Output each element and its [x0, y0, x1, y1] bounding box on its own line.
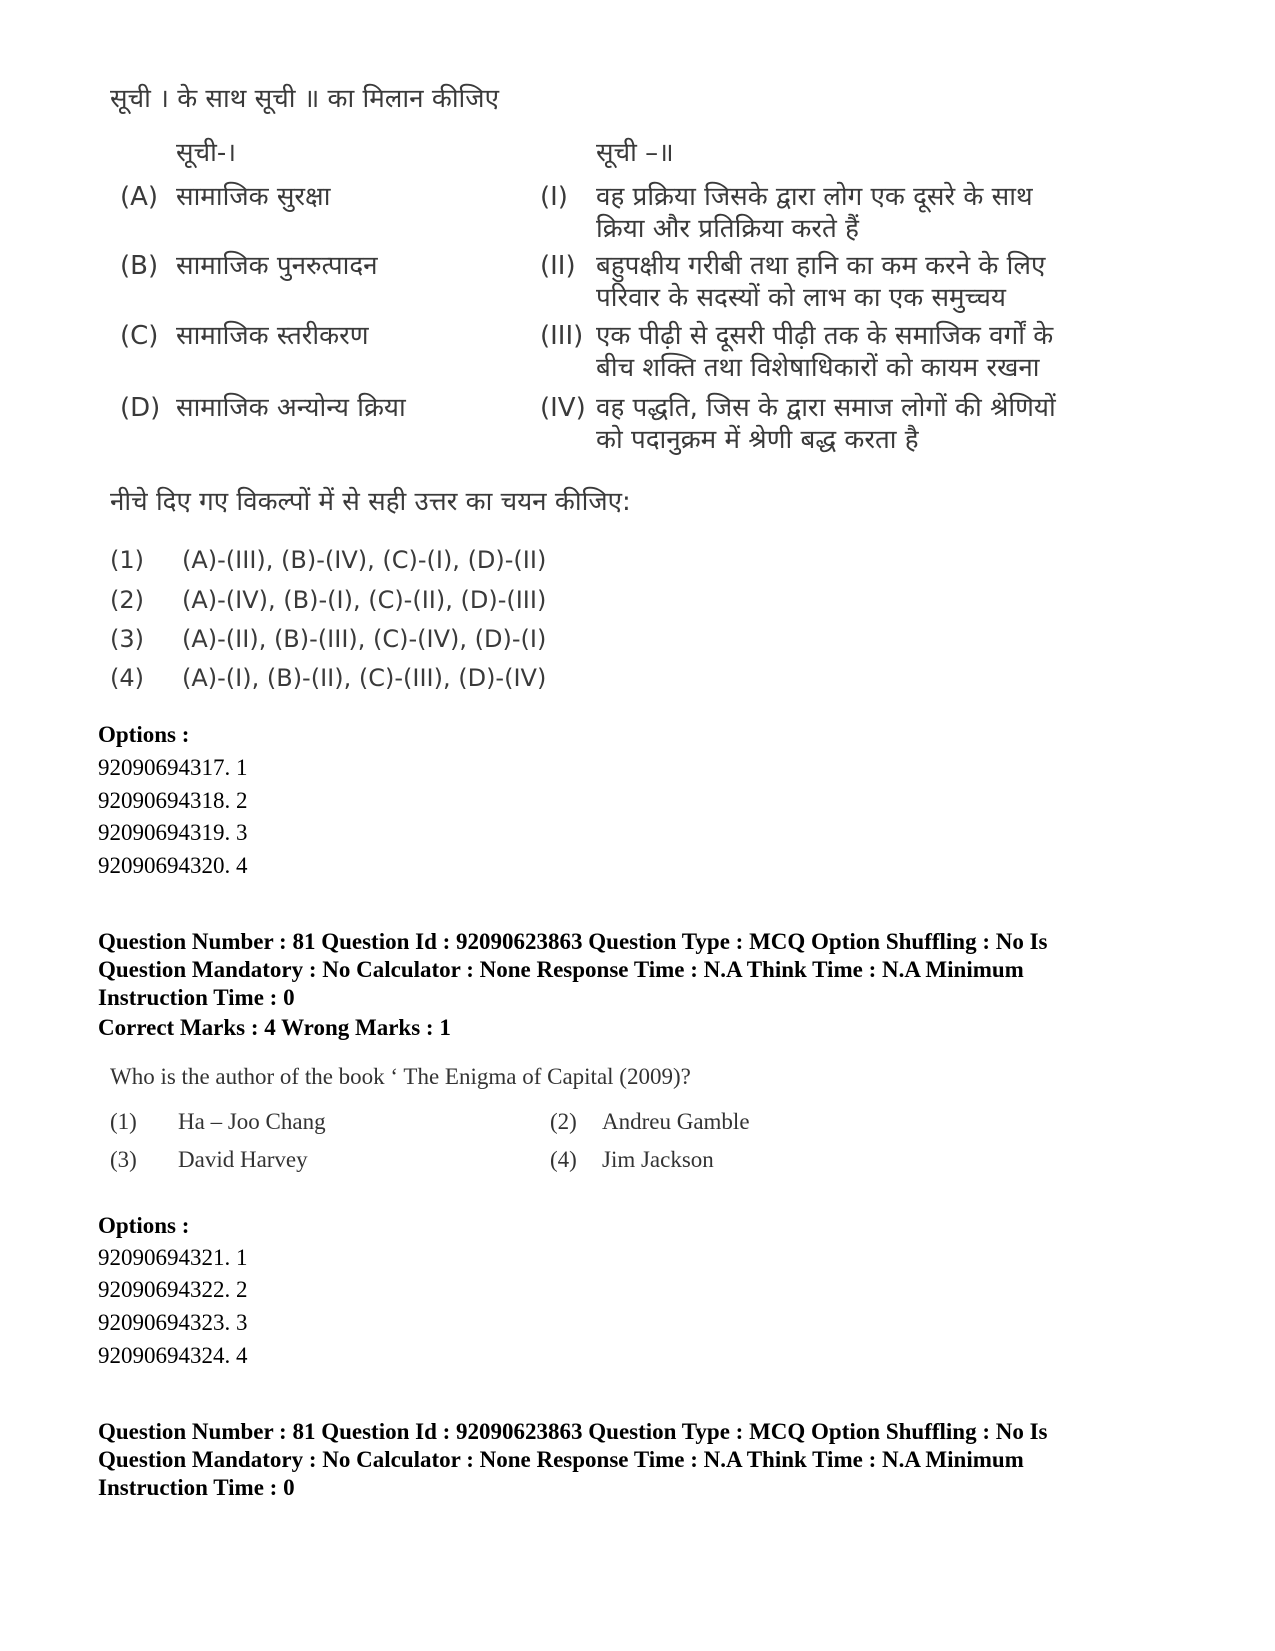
choice-text: Ha – Joo Chang: [178, 1109, 326, 1134]
question-meta-line: Question Number : 81 Question Id : 92090623863 Question Type : MCQ Option Shuffling : No Is: [98, 929, 1048, 954]
list-2-item-line1: एक पीढ़ी से दूसरी पीढ़ी तक के समाजिक वर्गों के: [596, 321, 1054, 351]
list-1-item: सामाजिक स्तरीकरण: [176, 321, 369, 351]
choice-number: (3): [110, 1147, 137, 1172]
match-instruction: सूची । के साथ सूची ॥ का मिलान कीजिए: [110, 84, 499, 114]
option-id: 92090694323. 3: [98, 1310, 248, 1335]
question-meta-line: Question Mandatory : No Calculator : None Response Time : N.A Think Time : N.A Minimum: [98, 1447, 1024, 1472]
list-1-header: सूची-।: [176, 138, 237, 168]
question-meta-line: Instruction Time : 0: [98, 1475, 295, 1500]
list-2-header: सूची –॥: [596, 138, 674, 168]
choice-number: (2): [550, 1109, 577, 1134]
choice-text: David Harvey: [178, 1147, 308, 1172]
question-meta: [98, 1418, 1198, 1502]
list-2-key: (II): [540, 251, 576, 281]
list-1-item: सामाजिक अन्योन्य क्रिया: [176, 393, 406, 423]
option-id: 92090694322. 2: [98, 1277, 248, 1302]
option-id: 92090694319. 3: [98, 820, 248, 845]
list-2-item-line1: बहुपक्षीय गरीबी तथा हानि का कम करने के लिए: [596, 251, 1046, 281]
list-2-item-line2: परिवार के सदस्यों को लाभ का एक समुच्चय: [596, 283, 1006, 313]
question-meta: [98, 928, 1198, 1012]
choose-instruction: नीचे दिए गए विकल्पों में से सही उत्तर का चयन कीजिए:: [110, 487, 631, 517]
choice-number: (3): [110, 625, 144, 653]
list-2-item-line2: बीच शक्ति तथा विशेषाधिकारों को कायम रखना: [596, 353, 1040, 383]
choice-number: (4): [550, 1147, 577, 1172]
choice-number: (4): [110, 664, 144, 692]
question-meta-line: Instruction Time : 0: [98, 985, 295, 1010]
option-id: 92090694321. 1: [98, 1245, 248, 1270]
choice-text: (A)-(I), (B)-(II), (C)-(III), (D)-(IV): [182, 664, 547, 692]
list-1-key: (C): [120, 321, 159, 351]
choice-text: Andreu Gamble: [602, 1109, 750, 1134]
choice-text: Jim Jackson: [602, 1147, 714, 1172]
option-id: 92090694320. 4: [98, 853, 248, 878]
choice-number: (1): [110, 546, 144, 574]
option-id: 92090694318. 2: [98, 788, 248, 813]
list-1-key: (A): [120, 182, 159, 212]
options-label: Options :: [98, 722, 190, 747]
list-2-item-line1: वह प्रक्रिया जिसके द्वारा लोग एक दूसरे के साथ: [596, 182, 1033, 212]
question-meta-line: Question Mandatory : No Calculator : None Response Time : N.A Think Time : N.A Minimum: [98, 957, 1024, 982]
choice-text: (A)-(II), (B)-(III), (C)-(IV), (D)-(I): [182, 625, 547, 653]
question-marks: Correct Marks : 4 Wrong Marks : 1: [98, 1015, 451, 1040]
choice-number: (2): [110, 586, 144, 614]
list-1-item: सामाजिक सुरक्षा: [176, 182, 331, 212]
choice-number: (1): [110, 1109, 137, 1134]
question-meta-line: Question Number : 81 Question Id : 92090623863 Question Type : MCQ Option Shuffling : No Is: [98, 1419, 1048, 1444]
choice-text: (A)-(III), (B)-(IV), (C)-(I), (D)-(II): [182, 546, 547, 574]
options-label: Options :: [98, 1213, 190, 1238]
list-2-key: (I): [540, 182, 568, 212]
list-2-item-line1: वह पद्धति, जिस के द्वारा समाज लोगों की श्रेणियों: [596, 393, 1056, 423]
choice-text: (A)-(IV), (B)-(I), (C)-(II), (D)-(III): [182, 586, 547, 614]
question-text: Who is the author of the book ‘ The Enigma of Capital (2009)?: [110, 1064, 691, 1089]
list-1-key: (B): [120, 251, 159, 281]
list-2-item-line2: को पदानुक्रम में श्रेणी बद्ध करता है: [596, 425, 919, 455]
option-id: 92090694324. 4: [98, 1343, 248, 1368]
option-id: 92090694317. 1: [98, 755, 248, 780]
list-2-item-line2: क्रिया और प्रतिक्रिया करते हैं: [596, 214, 859, 244]
list-2-key: (III): [540, 321, 584, 351]
list-2-key: (IV): [540, 393, 586, 423]
list-1-key: (D): [120, 393, 161, 423]
list-1-item: सामाजिक पुनरुत्पादन: [176, 251, 378, 281]
